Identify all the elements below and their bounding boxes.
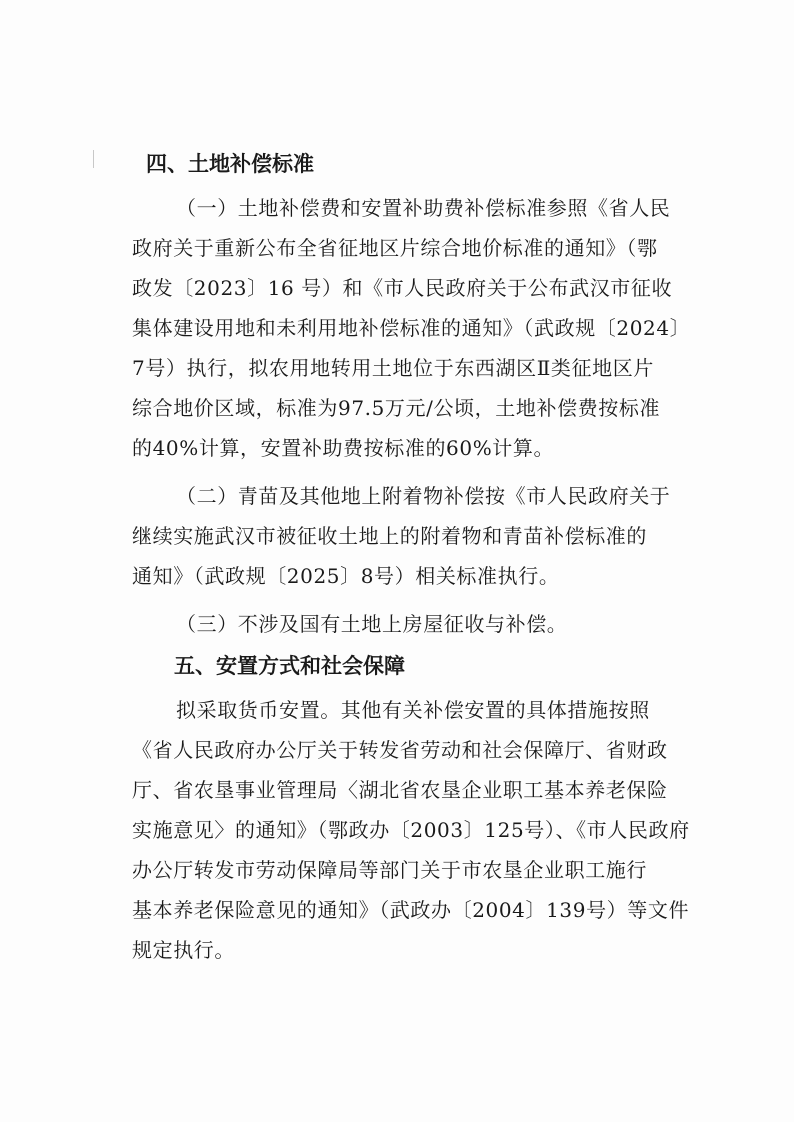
text-line: 厅、省农垦事业管理局〈湖北省农垦企业职工基本养老保险 [132,778,668,802]
paragraph-crops-attachments [132,476,684,596]
paragraph-land-compensation-fee [132,188,691,468]
text-line: 7号）执行，拟农用地转用土地位于东西湖区Ⅱ类征地区片 [132,356,654,380]
text-line: （二）青苗及其他地上附着物补偿按《市人民政府关于 [176,484,671,508]
text-line: （一）土地补偿费和安置补助费补偿标准参照《省人民 [176,196,671,220]
paragraph-state-land-housing [132,604,684,644]
text-line: 综合地价区域，标准为97.5万元/公顷，土地补偿费按标准 [132,396,661,420]
text-line: 拟采取货币安置。其他有关补偿安置的具体措施按照 [176,698,650,722]
section-heading-land-compensation: 四、土地补偿标准 [146,152,314,176]
text-line: 办公厅转发市劳动保障局等部门关于市农垦企业职工施行 [132,858,647,882]
section-heading-resettlement: 五、安置方式和社会保障 [174,654,405,678]
text-line: 规定执行。 [132,938,235,962]
text-line: 《省人民政府办公厅关于转发省劳动和社会保障厅、省财政 [132,738,668,762]
text-line: 集体建设用地和未利用地补偿标准的通知》（武政规〔2024〕 [132,316,691,340]
text-line: 通知》（武政规〔2025〕8号）相关标准执行。 [132,564,560,588]
text-line: （三）不涉及国有土地上房屋征收与补偿。 [176,612,568,636]
text-line: 基本养老保险意见的通知》（武政办〔2004〕139号）等文件 [132,898,690,922]
document-body [132,150,691,978]
scan-margin-mark [93,150,94,168]
text-line: 实施意见〉的通知》（鄂政办〔2003〕125号）、《市人民政府 [132,818,690,842]
paragraph-resettlement-measures [132,690,690,970]
text-line: 的40%计算，安置补助费按标准的60%计算。 [132,436,555,460]
text-line: 政发〔2023〕16 号）和《市人民政府关于公布武汉市征收 [132,276,673,300]
text-line: 继续实施武汉市被征收土地上的附着物和青苗补偿标准的 [132,524,647,548]
text-line: 政府关于重新公布全省征地区片综合地价标准的通知》（鄂 [132,236,658,260]
